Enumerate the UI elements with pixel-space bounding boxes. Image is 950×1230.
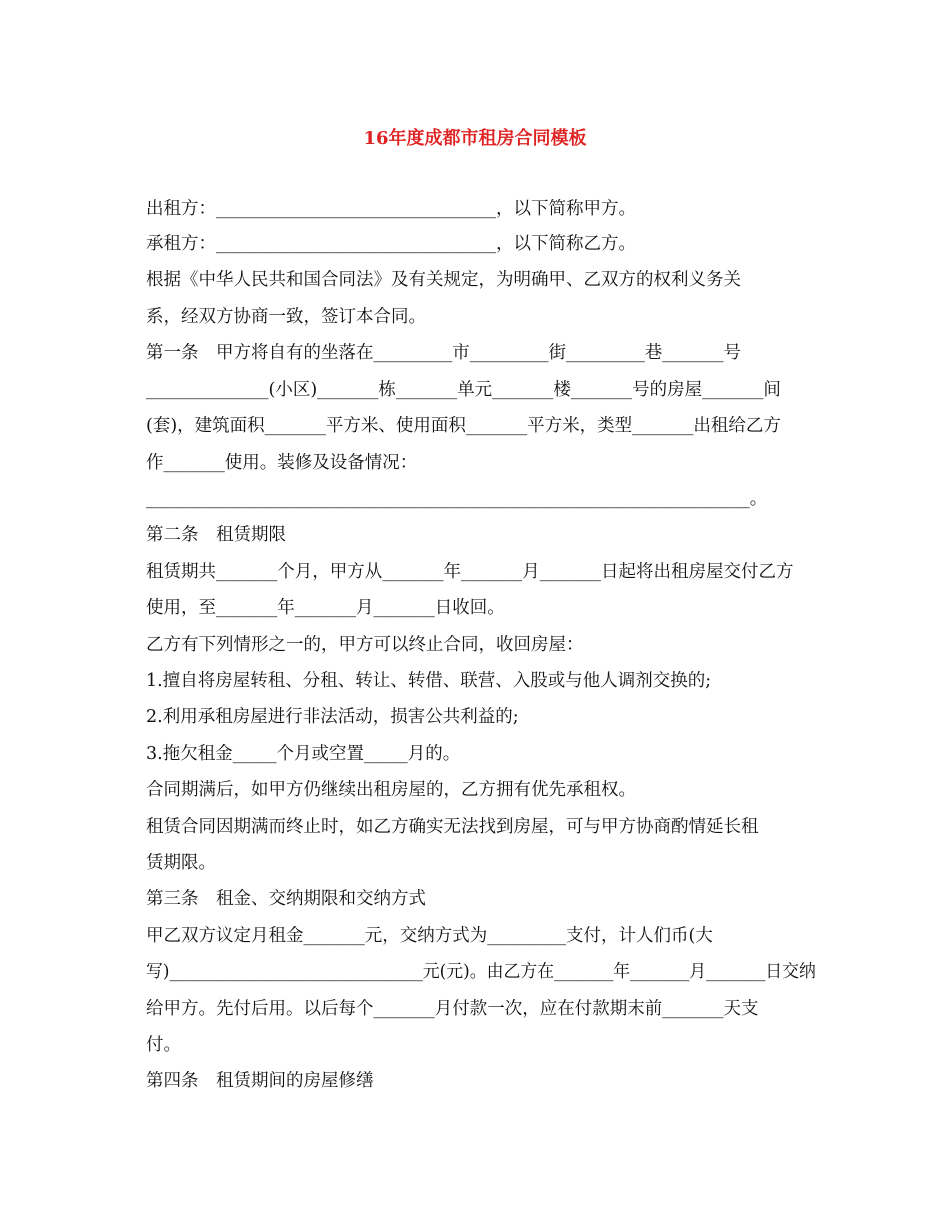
paragraph-line: 根据《中华人民共和国合同法》及有关规定，为明确甲、乙双方的权利义务关 [146,270,741,290]
article-2-line: 租赁合同因期满而终止时，如乙方确实无法找到房屋，可与甲方协商酌情延长租 [146,817,759,837]
article-3-line: 甲乙双方议定月租金_______元，交纳方式为_________支付，计人们币(大 [146,926,713,946]
lessee-line: 承租方：________________________________，以下简称乙方。 [146,234,636,254]
document-title: 16年度成都市租房合同模板 [363,128,587,149]
list-item: 1.擅自将房屋转租、分租、转让、转借、联营、入股或与他人调剂交换的; [146,671,712,691]
article-3-line: 付。 [146,1035,181,1055]
article-2-line: 乙方有下列情形之一的，甲方可以终止合同，收回房屋： [146,635,584,655]
article-1-line: 第一条 甲方将自有的坐落在_________市_________街_________巷_______号 [146,343,741,363]
article-4-heading: 第四条 租赁期间的房屋修缮 [146,1071,374,1091]
article-1-line: (套)，建筑面积_______平方米、使用面积_______平方米，类型_______出租给乙方 [146,416,781,436]
paragraph-line: 系，经双方协商一致，签订本合同。 [146,307,426,327]
article-3-heading: 第三条 租金、交纳期限和交纳方式 [146,889,426,909]
lessor-line: 出租方：________________________________，以下简称甲方。 [146,199,636,219]
article-2-line: 赁期限。 [146,853,216,873]
article-1-line: ______________(小区)_______栋_______单元_______楼_______号的房屋_______间 [146,380,781,400]
list-item: 3.拖欠租金_____个月或空置_____月的。 [146,744,461,764]
article-2-line: 使用，至_______年_______月_______日收回。 [146,598,505,618]
article-3-line: 写)______________________________元(元)。由乙方在_______年_______月_______日交纳 [146,962,816,982]
article-2-line: 合同期满后，如甲方仍继续出租房屋的，乙方拥有优先承租权。 [146,780,636,800]
article-2-line: 租赁期共_______个月，甲方从_______年_______月_______日起将出租房屋交付乙方 [146,562,794,582]
article-1-blank-line: _____________________________________________________________________。 [146,489,768,509]
article-2-heading: 第二条 租赁期限 [146,525,286,545]
article-1-line: 作_______使用。装修及设备情况： [146,453,418,473]
article-3-line: 给甲方。先付后用。以后每个_______月付款一次，应在付款期末前_______天支 [146,999,759,1019]
list-item: 2.利用承租房屋进行非法活动，损害公共利益的; [146,707,519,727]
